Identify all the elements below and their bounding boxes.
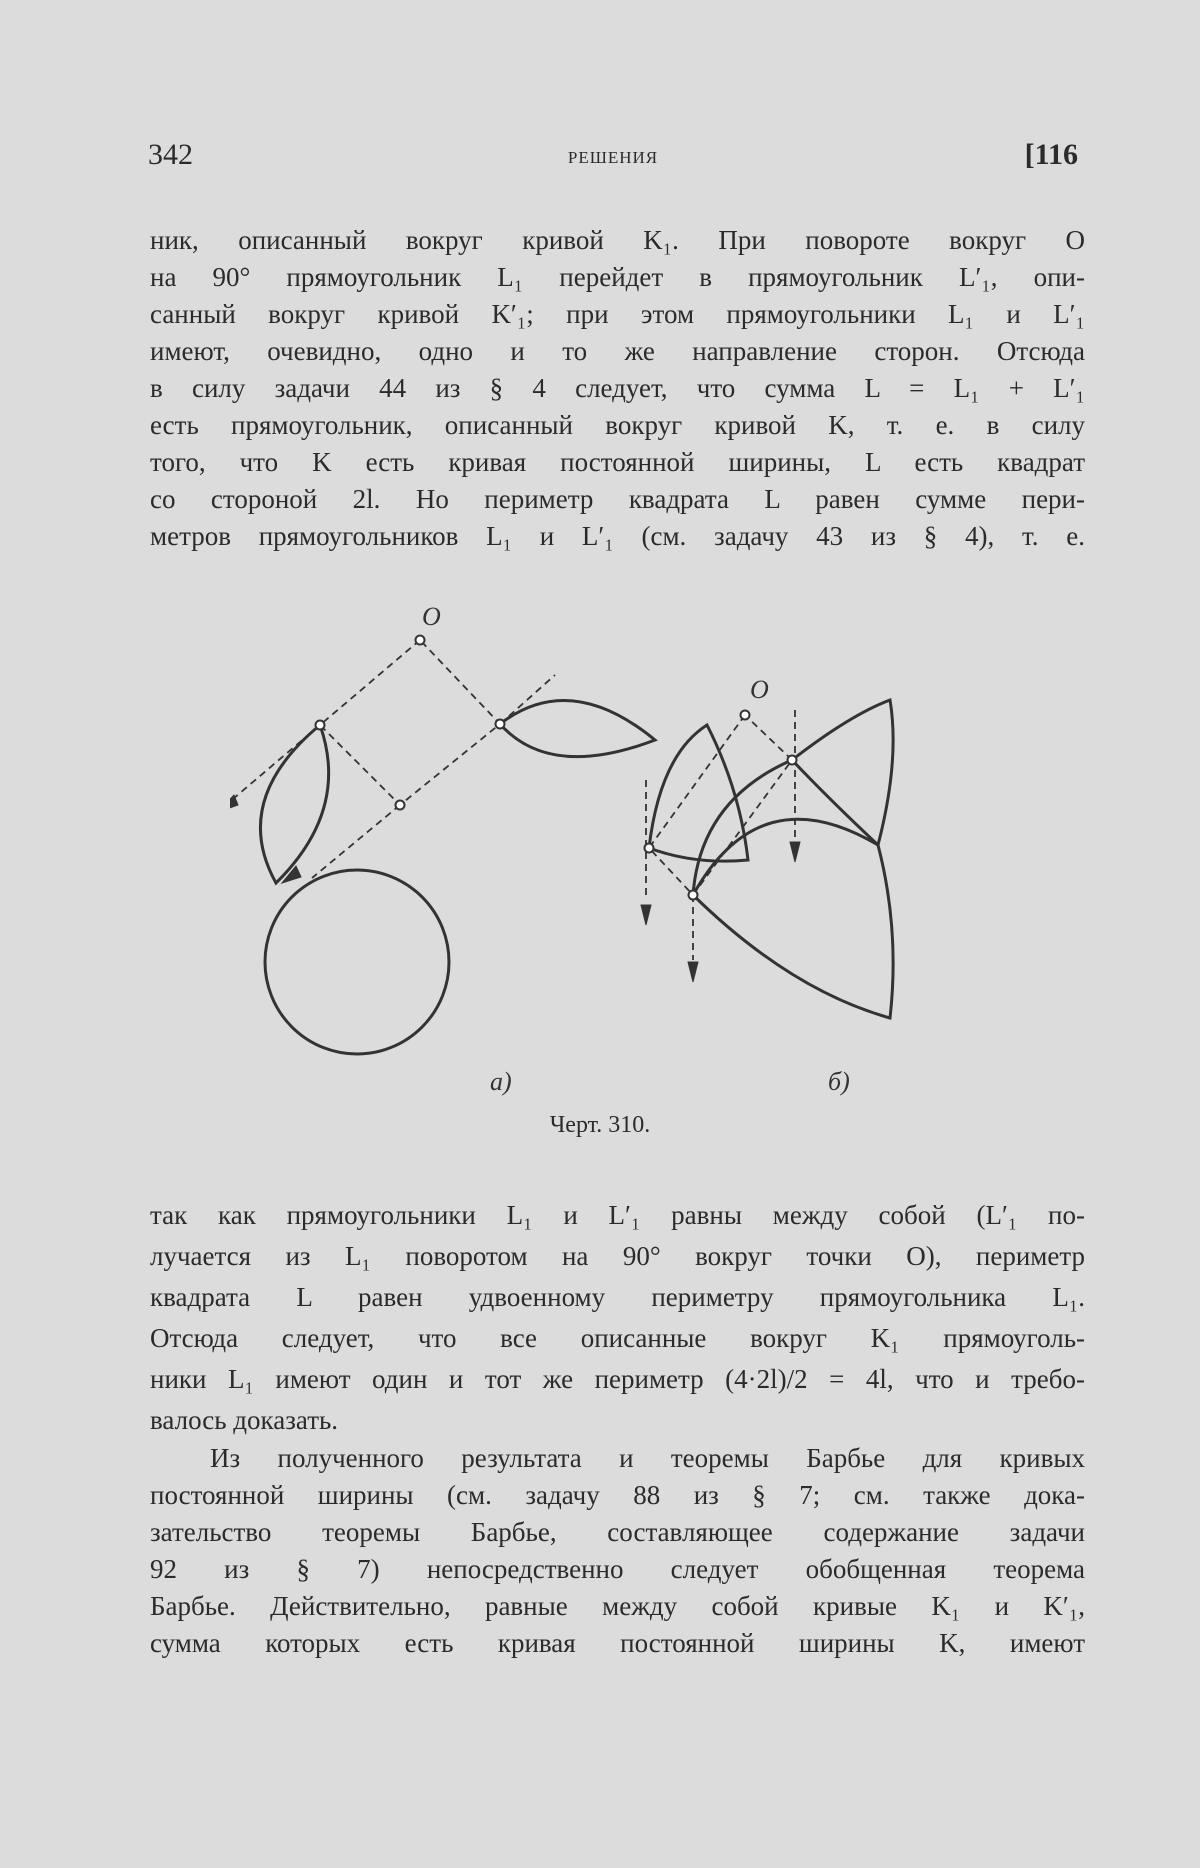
dashed-rectangle-b — [649, 715, 792, 895]
arrow-icon — [688, 962, 698, 982]
text-line: есть прямоугольник, описанный вокруг кривой K, т. е. в силу — [150, 410, 1085, 440]
figure-drawing — [230, 600, 1000, 1100]
text-line: ники L₁ имеют один и тот же периметр (4·2l)/2 = 4l, что и требо- — [150, 1364, 1085, 1394]
figure-caption: Черт. 310. — [549, 1112, 651, 1138]
page-header — [148, 138, 1078, 178]
triangle-curve-k1-prime — [792, 700, 893, 845]
text-line: Из полученного результата и теоремы Барбье для кривых — [210, 1443, 1085, 1473]
text-line: сумма которых есть кривая постоянной ширины K, имеют — [150, 1628, 1085, 1658]
point-marker — [396, 801, 405, 810]
text-line: 92 из § 7) непосредственно следует обобщенная теорема — [150, 1554, 1085, 1584]
dashed-line — [312, 805, 400, 878]
paragraph-2 — [150, 1195, 1085, 1441]
text-line: санный вокруг кривой K′₁; при этом прямоугольники L₁ и L′₁ — [150, 299, 1085, 329]
text-line: имеют, очевидно, одно и то же направление сторон. Отсюда — [150, 336, 1085, 366]
text-line: постоянной ширины (см. задачу 88 из § 7; см. также дока- — [150, 1480, 1085, 1510]
running-title: РЕШЕНИЯ — [567, 148, 659, 167]
dashed-rectangle-a — [320, 640, 500, 805]
section-number: [116 — [1024, 138, 1078, 171]
figure-310 — [230, 600, 1000, 1100]
text-line: так как прямоугольники L₁ и L′₁ равны между собой (L′₁ по- — [150, 1200, 1085, 1230]
point-marker — [645, 844, 654, 853]
text-line: квадрата L равен удвоенному периметру прямоугольника L₁. — [150, 1282, 1085, 1312]
arrow-icon — [790, 842, 800, 862]
text-line: в силу задачи 44 из § 4 следует, что сумма L = L₁ + L′₁ — [150, 373, 1085, 403]
text-line: зательство теоремы Барбье, составляющее содержание задачи — [150, 1517, 1085, 1547]
paragraph-1 — [150, 222, 1085, 555]
text-line: лучается из L₁ поворотом на 90° вокруг точки O), периметр — [150, 1241, 1085, 1271]
point-label-o-left: O — [422, 602, 441, 631]
point-marker — [416, 636, 425, 645]
text-line: ник, описанный вокруг кривой K₁. При повороте вокруг O — [150, 225, 1085, 255]
arrow-icon — [641, 905, 651, 925]
lens-curve-k1 — [260, 725, 328, 883]
text-line: того, что K есть кривая постоянной ширины, L есть квадрат — [150, 447, 1085, 477]
circle-curve — [265, 870, 449, 1054]
subfigure-label-b: б) — [828, 1067, 850, 1096]
point-label-o-right: O — [750, 675, 769, 704]
paragraph-3 — [150, 1440, 1085, 1662]
text-line: на 90° прямоугольник L₁ перейдет в прямоугольник L′₁, опи- — [150, 262, 1085, 292]
point-marker — [496, 720, 505, 729]
arrow-icon — [230, 795, 238, 812]
text-line: Барбье. Действительно, равные между собой кривые K₁ и K′₁, — [150, 1591, 1085, 1621]
text-line: валось доказать. — [150, 1405, 339, 1435]
triangle-curve-k1 — [649, 725, 748, 861]
subfigure-label-a: а) — [490, 1067, 512, 1096]
lens-curve-k1-prime — [500, 700, 655, 756]
text-line: Отсюда следует, что все описанные вокруг K₁ прямоуголь- — [150, 1323, 1085, 1353]
point-marker — [788, 756, 797, 765]
page-number: 342 — [148, 138, 193, 171]
text-line: со стороной 2l. Но периметр квадрата L равен сумме пери- — [150, 484, 1085, 514]
point-marker — [316, 721, 325, 730]
point-marker — [689, 891, 698, 900]
text-line: метров прямоугольников L₁ и L′₁ (см. задачу 43 из § 4), т. е. — [150, 521, 1085, 551]
point-marker — [741, 711, 750, 720]
